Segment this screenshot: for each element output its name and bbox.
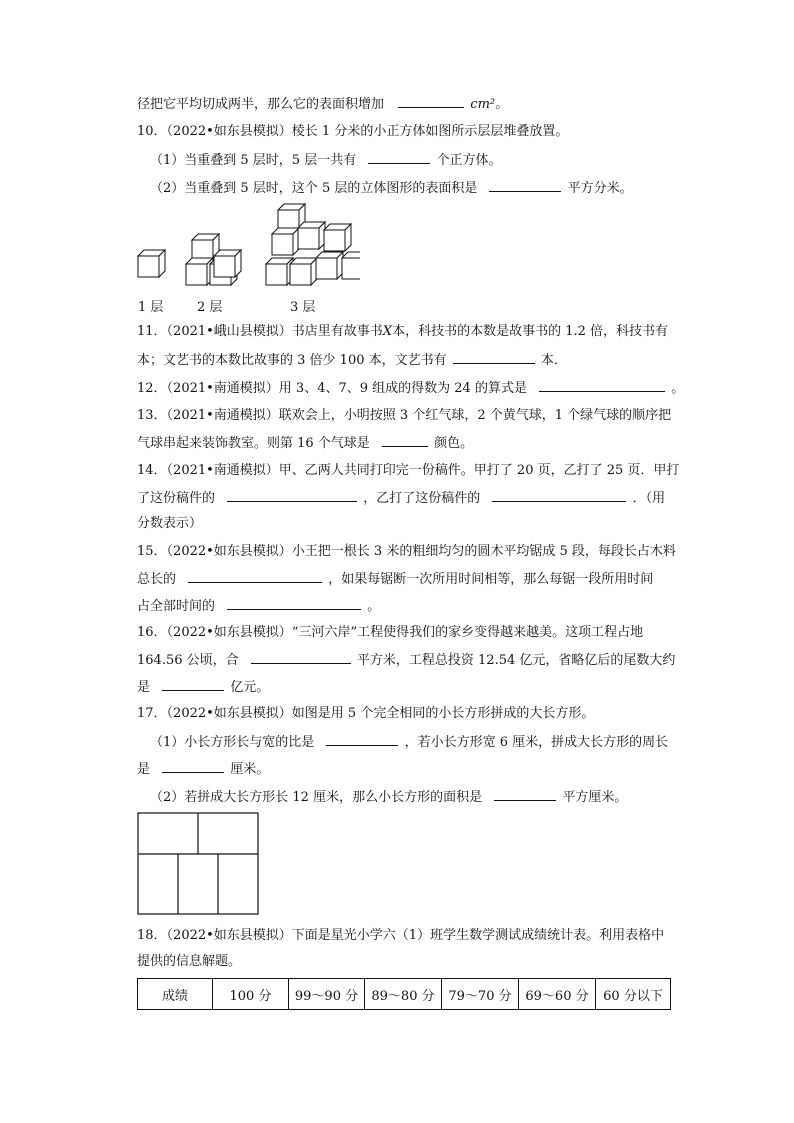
- cube-stack-svg: [130, 200, 360, 296]
- question-18: 18．（2022•如东县模拟）下面是星光小学六（1）班学生数学测试成绩统计表。利用表格中: [137, 928, 665, 943]
- answer-blank[interactable]: [188, 569, 322, 583]
- cube-1-layer: [138, 250, 165, 277]
- question-12: 12．（2021•南通模拟）用 3、4、7、9 组成的得数为 24 的算式是 。: [137, 378, 684, 398]
- question-18-cont: 提供的信息解题。: [137, 954, 242, 969]
- answer-blank[interactable]: [382, 433, 428, 447]
- table-header-cell: 99～90 分: [289, 979, 365, 1010]
- question-16-cont2: 是 亿元。: [137, 677, 269, 697]
- question-11: 11．（2021•峨山县模拟）书店里有故事书X本，科技书的本数是故事书的 1.2 倍，科技书有: [137, 324, 669, 339]
- answer-blank[interactable]: [227, 596, 361, 610]
- question-13-cont: 气球串起来装饰教室。则第 16 个气球是 颜色。: [137, 433, 473, 453]
- figure-label-3: 3 层: [290, 300, 316, 315]
- question-16: 16．（2022•如东县模拟）“三河六岸”工程使得我们的家乡变得越来越美。这项工程占地: [137, 625, 644, 640]
- answer-blank[interactable]: [492, 488, 626, 502]
- cube-3-layers: [266, 204, 360, 285]
- q9-continuation: 径把它平均切成两半，那么它的表面积增加 cm²。: [137, 94, 508, 114]
- question-17-part-1-cont: 是 厘米。: [137, 759, 269, 779]
- question-10-part-2: （2）当重叠到 5 层时，这个 5 层的立体图形的表面积是 平方分米。: [150, 178, 633, 198]
- answer-blank[interactable]: [251, 650, 351, 664]
- question-13: 13．（2021•南通模拟）联欢会上，小明按照 3 个红气球，2 个黄气球，1 个绿气球的顺序把: [137, 408, 672, 423]
- question-14: 14．（2021•南通模拟）甲、乙两人共同打印完一份稿件。甲打了 20 页，乙打了 25 页．甲打: [137, 463, 680, 478]
- answer-blank[interactable]: [539, 378, 665, 392]
- figure-label-1: 1 层: [138, 300, 164, 315]
- answer-blank[interactable]: [489, 178, 561, 192]
- answer-blank[interactable]: [398, 94, 464, 108]
- question-16-cont: 164.56 公顷，合 平方米，工程总投资 12.54 亿元，省略亿后的尾数大约: [137, 650, 675, 670]
- table-header-cell: 69～60 分: [519, 979, 596, 1010]
- question-10-part-1: （1）当重叠到 5 层时，5 层一共有 个正方体。: [150, 150, 502, 170]
- question-15-cont: 总长的 ，如果每锯断一次所用时间相等，那么每锯一段所用时间: [137, 569, 653, 589]
- cube-2-layers: [186, 234, 241, 285]
- answer-blank[interactable]: [162, 677, 224, 691]
- cube-stack-figure: [130, 200, 360, 300]
- question-17-part-2: （2）若拼成大长方形长 12 厘米，那么小长方形的面积是 平方厘米。: [150, 787, 627, 807]
- question-10: 10．（2022•如东县模拟）棱长 1 分米的小正方体如图所示层层堆叠放置。: [137, 124, 569, 139]
- rectangle-figure: [137, 812, 261, 920]
- question-17-part-1: （1）小长方形长与宽的比是 ，若小长方形宽 6 厘米，拼成大长方形的周长: [150, 732, 668, 752]
- table-header-row: [138, 979, 671, 1010]
- score-table: [137, 978, 671, 1010]
- table-header-cell: 60 分以下: [596, 979, 671, 1010]
- answer-blank[interactable]: [368, 150, 430, 164]
- question-17: 17．（2022•如东县模拟）如图是用 5 个完全相同的小长方形拼成的大长方形。: [137, 706, 595, 721]
- answer-blank[interactable]: [227, 488, 357, 502]
- answer-blank[interactable]: [494, 787, 556, 801]
- question-15: 15．（2022•如东县模拟）小王把一根长 3 米的粗细均匀的圆木平均锯成 5 段，每段长占木料: [137, 544, 676, 559]
- question-14-cont: 了这份稿件的 ，乙打了这份稿件的 ．（用: [137, 488, 665, 508]
- table-header-cell: 100 分: [213, 979, 289, 1010]
- answer-blank[interactable]: [326, 732, 398, 746]
- answer-blank[interactable]: [162, 759, 224, 773]
- question-11-cont: 本；文艺书的本数比故事的 3 倍少 100 本，文艺书有 本．: [137, 350, 567, 370]
- table-header-cell: 79～70 分: [442, 979, 519, 1010]
- question-15-cont2: 占全部时间的 。: [137, 596, 380, 616]
- figure-label-2: 2 层: [197, 300, 223, 315]
- table-header-cell: 成绩: [138, 979, 213, 1010]
- table-header-cell: 89～80 分: [365, 979, 442, 1010]
- question-14-note: 分数表示）: [137, 516, 203, 531]
- answer-blank[interactable]: [453, 350, 535, 364]
- rectangle-svg: [137, 812, 261, 916]
